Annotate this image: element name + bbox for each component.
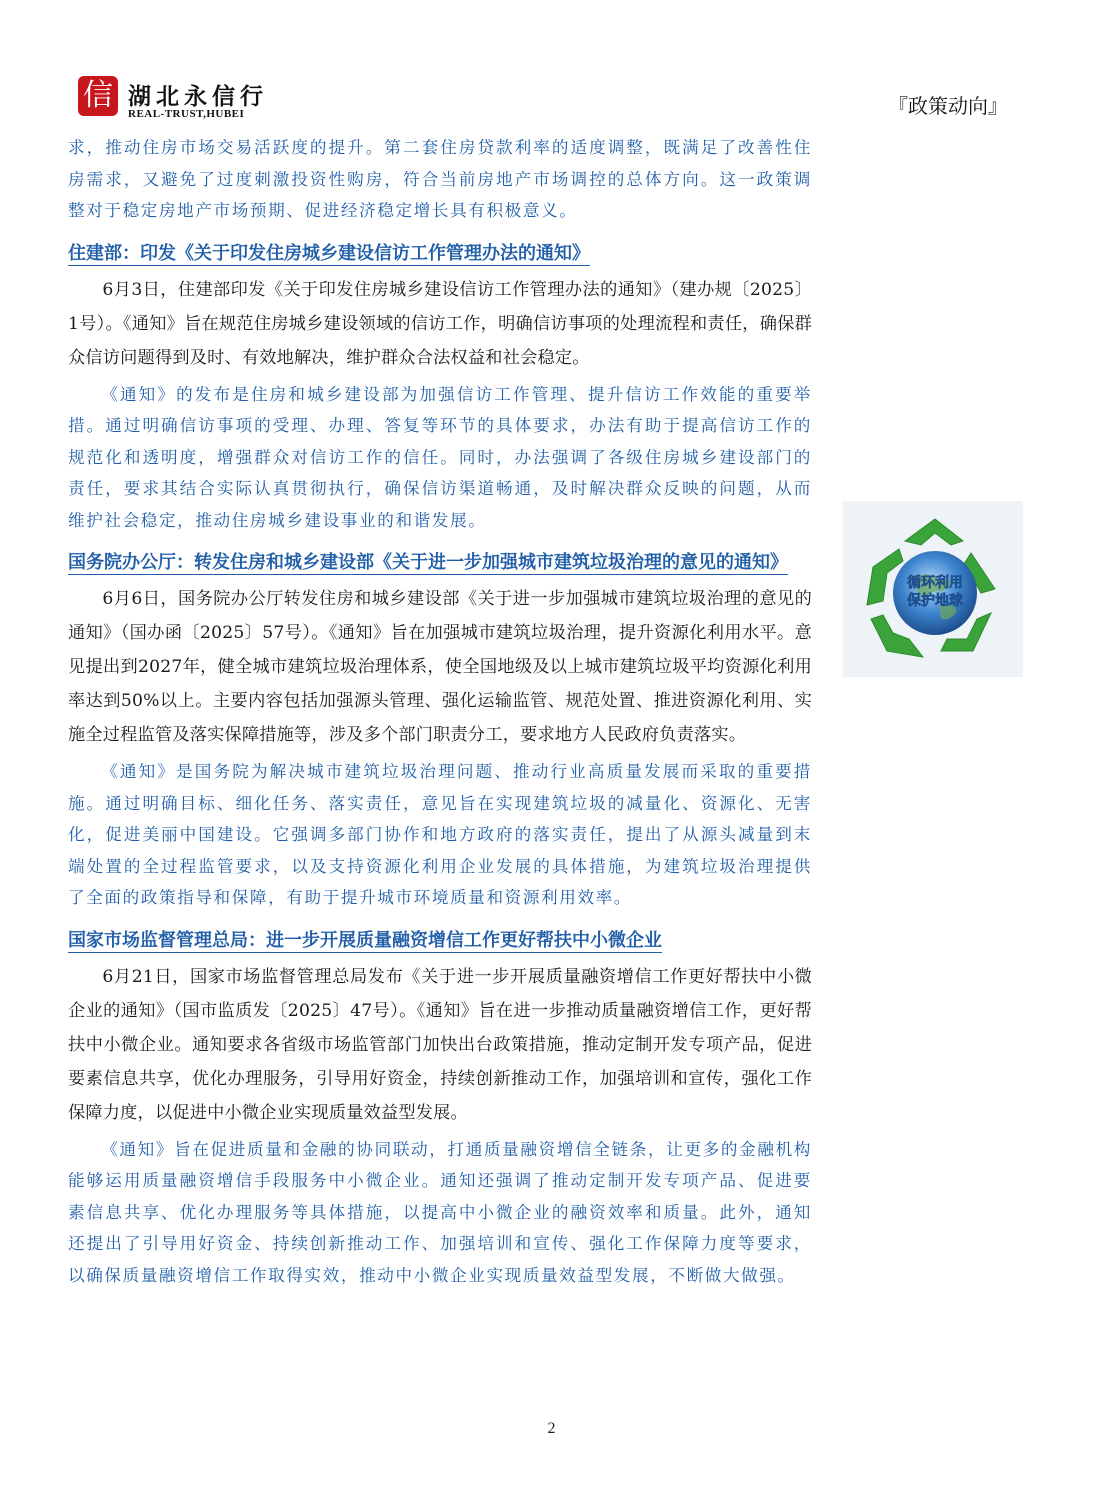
article-content xyxy=(68,132,812,1291)
section-body-2: 6月6日，国务院办公厅转发住房和城乡建设部《关于进一步加强城市建筑垃圾治理的意见的通知》（国办函〔2025〕57号）。《通知》旨在加强城市建筑垃圾治理，提升资源化利用水平。意见提出到2027年，健全城市建筑垃圾治理体系，使全国地级及以上城市建筑垃圾平均资源化利用率达到50%以上。主要内容包括加强源头管理、强化运输监管、规范处置、推进资源化利用、实施全过程监管及落实保障措施等，涉及多个部门职责分工，要求地方人民政府负责落实。 xyxy=(68,589,812,745)
intro-commentary: 求，推动住房市场交易活跃度的提升。第二套住房贷款利率的适度调整，既满足了改善性住房需求，又避免了过度刺激投资性购房，符合当前房地产市场调控的总体方向。这一政策调整对于稳定房地产市场预期、促进经济稳定增长具有积极意义。 xyxy=(68,138,812,220)
section-body-3: 6月21日，国家市场监督管理总局发布《关于进一步开展质量融资增信工作更好帮扶中小微企业的通知》（国市监质发〔2025〕47号）。《通知》旨在进一步推动质量融资增信工作，更好帮扶中小微企业。通知要求各省级市场监管部门加快出台政策措施，推动定制开发专项产品，促进要素信息共享，优化办理服务，引导用好资金，持续创新推动工作，加强培训和宣传，强化工作保障力度，以促进中小微企业实现质量效益型发展。 xyxy=(68,966,812,1123)
section-body-1: 6月3日，住建部印发《关于印发住房城乡建设信访工作管理办法的通知》（建办规〔2025〕1号）。《通知》旨在规范住房城乡建设领域的信访工作，明确信访事项的处理流程和责任，确保群众信访问题得到及时、有效地解决，维护群众合法权益和社会稳定。 xyxy=(68,279,812,368)
section-heading-3 xyxy=(68,926,812,956)
company-name-en: REAL-TRUST,HUBEI xyxy=(128,108,245,120)
section-commentary-3: 《通知》旨在促进质量和金融的协同联动，打通质量融资增信全链条，让更多的金融机构能够运用质量融资增信手段服务中小微企业。通知还强调了推动定制开发专项产品、促进要素信息共享、优化办理服务等具体措施，以提高中小微企业的融资效率和质量。此外，通知还提出了引导用好资金、持续创新推动工作、加强培训和宣传、强化工作保障力度等要求，以确保质量融资增信工作取得实效，推动中小微企业实现质量效益型发展，不断做大做强。 xyxy=(68,1139,812,1285)
company-name-cn: 湖北永信行 xyxy=(128,84,268,110)
section-heading-1-text: 住建部：印发《关于印发住房城乡建设信访工作管理办法的通知》 xyxy=(68,242,590,264)
section-heading-2-text: 国务院办公厅：转发住房和城乡建设部《关于进一步加强城市建筑垃圾治理的意见的通知》 xyxy=(68,552,788,573)
section-commentary-1: 《通知》的发布是住房和城乡建设部为加强信访工作管理、提升信访工作效能的重要举措。通过明确信访事项的受理、办理、答复等环节的具体要求，办法有助于提高信访工作的规范化和透明度，增强群众对信访工作的信任。同时，办法强调了各级住房城乡建设部门的责任，要求其结合实际认真贯彻执行，确保信访渠道畅通，及时解决群众反映的问题，从而维护社会稳定，推动住房城乡建设事业的和谐发展。 xyxy=(68,384,812,530)
illustration-caption-line1: 循环利用 xyxy=(907,575,963,591)
page-number: 2 xyxy=(547,1420,556,1437)
recycling-earth-illustration xyxy=(843,501,1023,677)
section-heading-2 xyxy=(68,548,812,578)
section-label: 『政策动向』 xyxy=(888,94,1008,118)
company-logo-seal: 信 xyxy=(78,76,118,116)
section-heading-1 xyxy=(68,239,812,269)
page-header xyxy=(78,72,1028,132)
recycle-earth-graphic xyxy=(843,501,1023,677)
illustration-caption-line2: 保护地球 xyxy=(907,593,963,609)
section-commentary-2: 《通知》是国务院为解决城市建筑垃圾治理问题、推动行业高质量发展而采取的重要措施。通过明确目标、细化任务、落实责任，意见旨在实现建筑垃圾的减量化、资源化、无害化，促进美丽中国建设。它强调多部门协作和地方政府的落实责任，提出了从源头减量到末端处置的全过程监管要求，以及支持资源化利用企业发展的具体措施，为建筑垃圾治理提供了全面的政策指导和保障，有助于提升城市环境质量和资源利用效率。 xyxy=(68,762,812,907)
section-heading-3-text: 国家市场监督管理总局：进一步开展质量融资增信工作更好帮扶中小微企业 xyxy=(68,929,662,951)
